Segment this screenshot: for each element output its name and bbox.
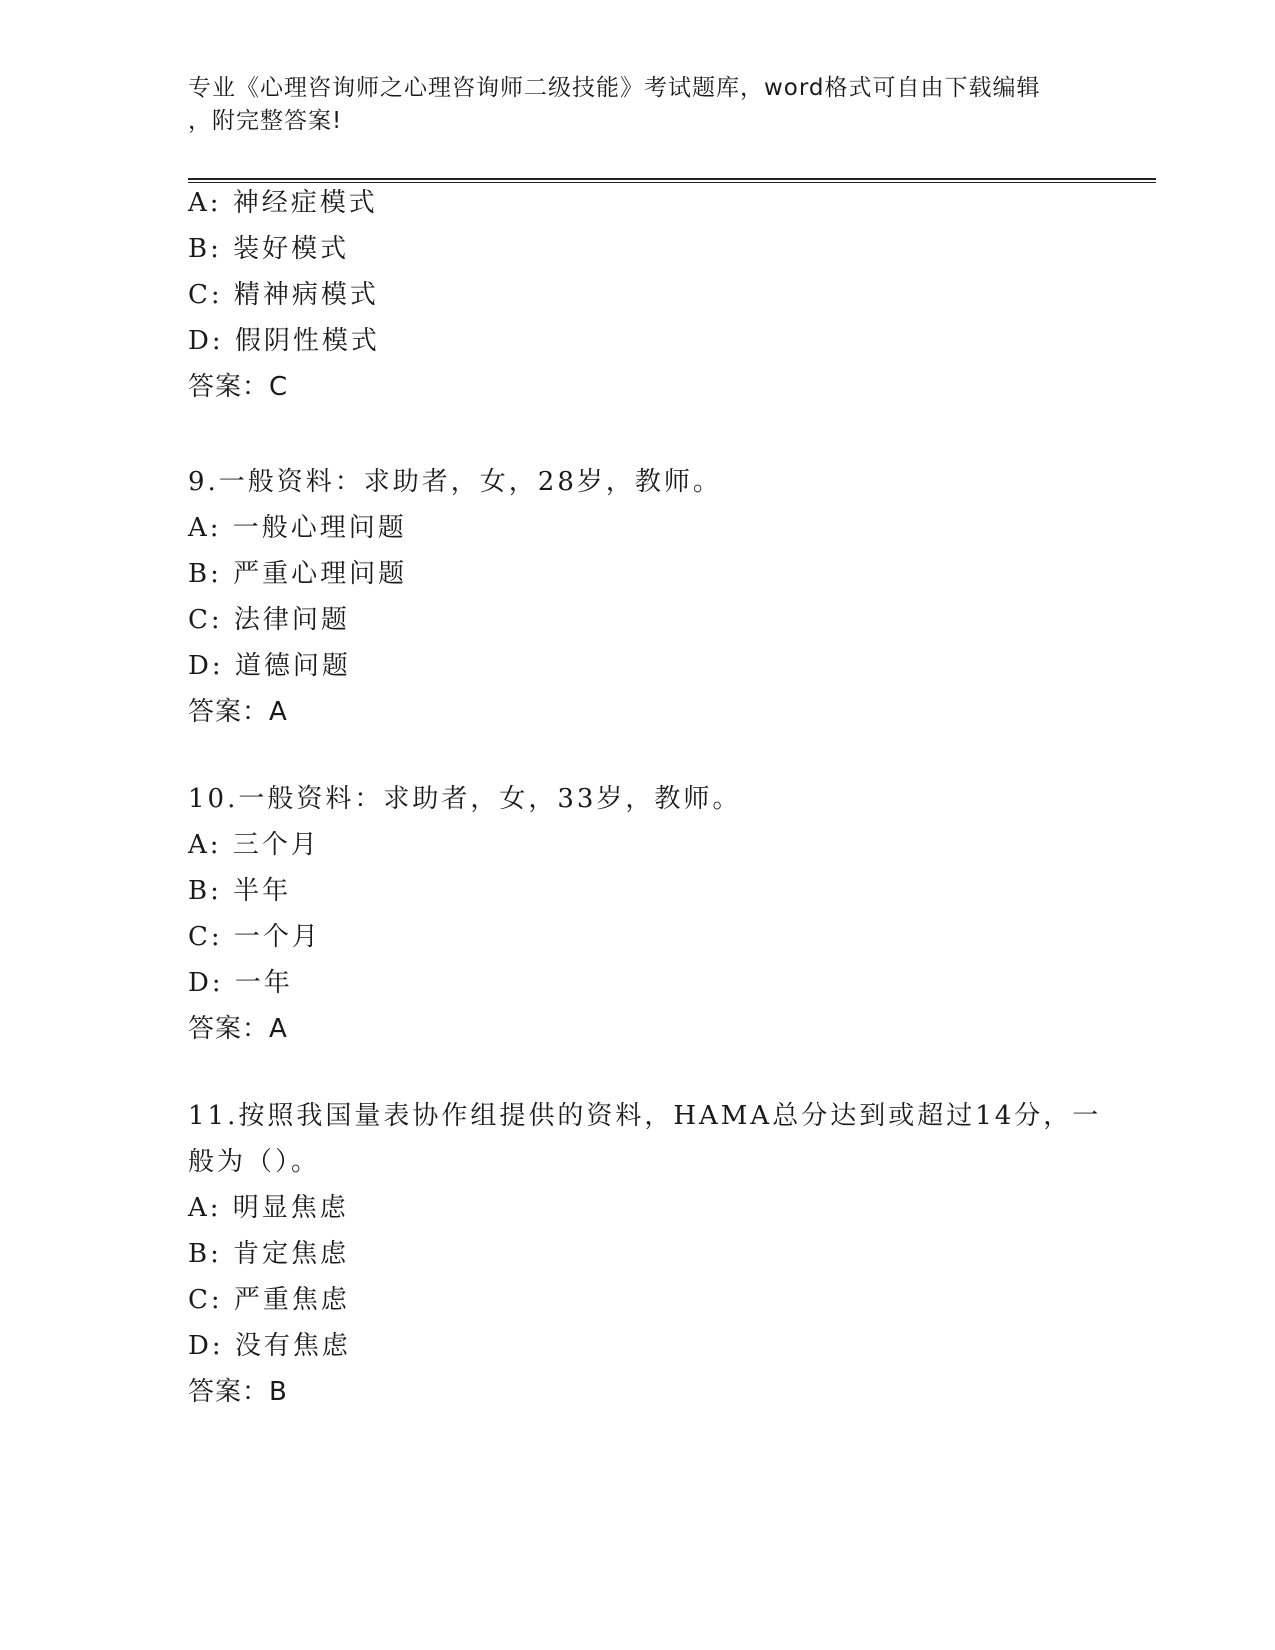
q10-option-c: C: 一个月 [188,922,321,952]
q10-answer: 答案：A [188,1014,288,1044]
question-11-block [188,1093,1102,1415]
q9-option-b: B: 严重心理问题 [188,559,408,589]
header-line-2: ，附完整答案! [188,108,343,134]
q11-answer: 答案：B [188,1377,288,1407]
q8-option-b: B: 装好模式 [188,234,350,264]
q9-option-a: A: 一般心理问题 [188,513,407,543]
q11-stem-line-1: 11.按照我国量表协作组提供的资料，HAMA总分达到或超过14分，一 [188,1101,1102,1131]
question-8-block [188,180,1088,410]
q11-option-d: D: 没有焦虑 [188,1331,351,1361]
q11-option-c: C: 严重焦虑 [188,1285,350,1315]
q9-answer: 答案：A [188,697,288,727]
q10-option-a: A: 三个月 [188,830,320,860]
q9-option-d: D: 道德问题 [188,651,351,681]
q11-option-a: A: 明显焦虑 [188,1193,349,1223]
document-header [188,72,1068,138]
q10-stem: 10.一般资料：求助者，女，33岁，教师。 [188,784,742,814]
q8-answer: 答案：C [188,372,289,402]
q9-stem: 9.一般资料：求助者，女，28岁，教师。 [188,467,722,497]
question-9-block [188,459,1088,735]
question-10-block [188,776,1088,1052]
q11-option-b: B: 肯定焦虑 [188,1239,350,1269]
q8-option-a: A: 神经症模式 [188,188,378,218]
header-line-1: 专业《心理咨询师之心理咨询师二级技能》考试题库，word格式可自由下载编辑 [188,75,1041,101]
q10-option-d: D: 一年 [188,968,293,998]
q9-option-c: C: 法律问题 [188,605,350,635]
q11-stem-line-2: 般为（）。 [188,1147,321,1177]
q10-option-b: B: 半年 [188,876,292,906]
q8-option-d: D: 假阴性模式 [188,326,380,356]
q8-option-c: C: 精神病模式 [188,280,379,310]
